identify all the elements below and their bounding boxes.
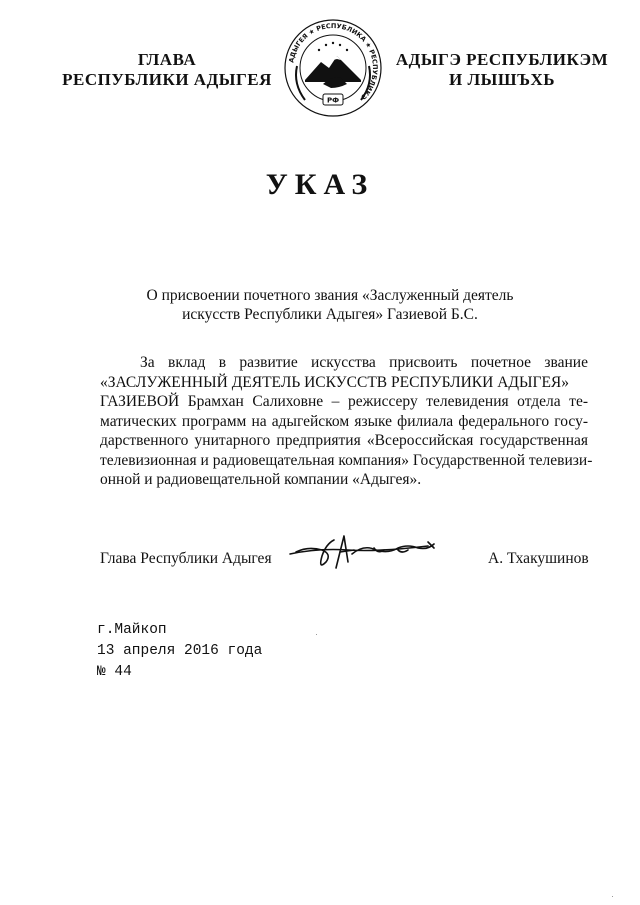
body-line: За вклад в развитие искусства присвоить почетное звание <box>140 354 588 371</box>
issue-city: г.Майкоп <box>97 622 167 638</box>
body-line: онной и радиовещательной компании «Адыгея». <box>100 471 422 488</box>
issuer-title-adyghe-line2: И ЛЫШЪХЬ <box>448 70 556 89</box>
scan-speck <box>612 896 613 897</box>
body-line: ГАЗИЕВОЙ Брамхан Салиховне – режиссеру телевидения отдела те- <box>100 393 588 410</box>
issuer-block-adyghe <box>392 50 612 90</box>
issuer-block-russian <box>52 50 282 90</box>
scan-speck <box>316 634 317 635</box>
signatory-position: Глава Республики Адыгея <box>100 550 272 567</box>
issuer-title-adyghe-line1: АДЫГЭ РЕСПУБЛИКЭМ <box>395 50 609 69</box>
signatory-name: А. Тхакушинов <box>488 550 589 567</box>
emblem-badge-text: РФ <box>326 96 340 105</box>
decree-body <box>100 353 593 490</box>
decree-subject <box>120 286 540 324</box>
document-title: УКАЗ <box>265 168 375 201</box>
subject-line-2: искусств Республики Адыгея» Газиевой Б.С. <box>182 306 478 323</box>
republic-emblem-icon <box>283 18 383 118</box>
issuer-title-line1: ГЛАВА <box>137 50 197 69</box>
body-line: дарственного унитарного предприятия «Всероссийская государственная <box>100 432 588 449</box>
emblem-ring-text: АДЫГЕЯ ★ РЕСПУБЛИКА ★ РЕСПУБЛИКЭ <box>287 21 380 102</box>
issue-date: 13 апреля 2016 года <box>97 643 263 659</box>
decree-number: № 44 <box>97 664 132 680</box>
subject-line-1: О присвоении почетного звания «Заслуженный деятель <box>146 287 514 304</box>
decree-footer <box>97 620 262 683</box>
body-line: матических программ на адыгейском языке филиала федерального госу- <box>100 412 588 430</box>
body-line: телевизионная и радиовещательная компания» Государственной телевизи- <box>100 451 593 469</box>
body-line: «ЗАСЛУЖЕННЫЙ ДЕЯТЕЛЬ ИСКУССТВ РЕСПУБЛИКИ АДЫГЕЯ» <box>100 373 570 391</box>
handwritten-signature <box>288 532 438 580</box>
issuer-title-line2: РЕСПУБЛИКИ АДЫГЕЯ <box>62 70 272 89</box>
